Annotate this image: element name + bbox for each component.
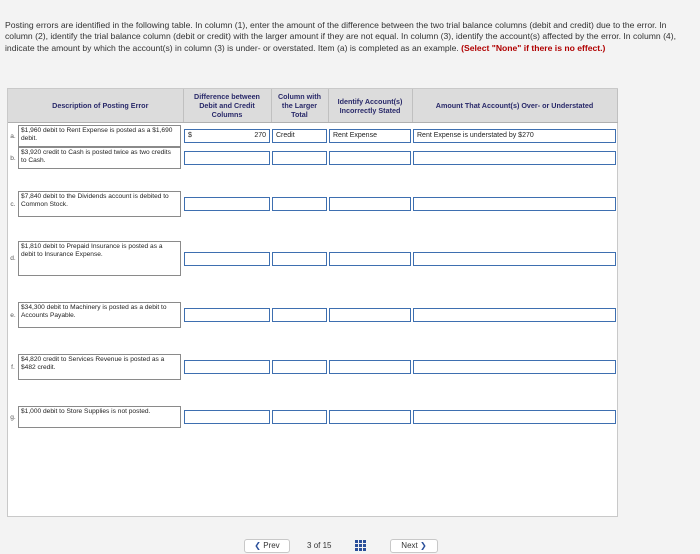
row-difference-cell: [183, 125, 271, 147]
row-larger-cell: [271, 147, 328, 169]
larger-column-select[interactable]: [272, 360, 327, 374]
header-letter: [8, 89, 18, 123]
chevron-right-icon: ❯: [419, 541, 427, 550]
row-spacer: [8, 276, 617, 302]
row-effect-cell: [412, 125, 617, 147]
account-select[interactable]: [329, 410, 411, 424]
page-current: 3: [307, 541, 312, 550]
header-larger-column: Column with the Larger Total: [271, 89, 328, 123]
header-amount: Amount That Account(s) Over- or Understated: [412, 89, 617, 123]
difference-input[interactable]: [184, 308, 270, 322]
row-description-cell: [18, 302, 183, 328]
page-of: of: [313, 541, 321, 550]
row-letter: g.: [10, 413, 16, 421]
row-account-cell: [328, 354, 412, 380]
difference-input[interactable]: [184, 252, 270, 266]
row-difference-cell: [183, 241, 271, 276]
row-larger-cell: [271, 406, 328, 428]
posting-errors-table: [7, 88, 618, 517]
row-letter: c.: [10, 200, 16, 208]
table-row: [8, 125, 617, 147]
row-spacer: [8, 328, 617, 354]
row-description-cell: [18, 125, 183, 147]
row-description: $34,300 debit to Machinery is posted as a debit to Accounts Payable.: [18, 302, 181, 328]
pagination-bar: [244, 539, 639, 553]
row-account-cell: [328, 125, 412, 147]
row-account-cell: [328, 241, 412, 276]
currency-symbol: $: [188, 132, 192, 139]
page-total: 15: [322, 541, 332, 550]
row-effect-cell: [412, 354, 617, 380]
row-account-cell: [328, 191, 412, 217]
account-select[interactable]: [329, 360, 411, 374]
row-difference-cell: [183, 302, 271, 328]
effect-select[interactable]: Rent Expense is understated by $270: [413, 129, 616, 143]
difference-input[interactable]: [184, 129, 270, 143]
row-description: $4,820 credit to Services Revenue is posted as a $482 credit.: [18, 354, 181, 380]
difference-input[interactable]: [184, 360, 270, 374]
account-select[interactable]: [329, 308, 411, 322]
instructions-body: Posting errors are identified in the following table. In column (1), enter the amount of the difference between the two trial balance columns (debit and credit) due to the error. In column (2), identify the trial balance column (debit or credit) with the larger amount if they are not equal. In column (3), identify the account(s) affected by the error. In column (4), indicate the amount by which the account(s) in column (3) is under- or overstated. Item (a) is completed as an example.: [5, 20, 676, 53]
instructions-text: [5, 20, 695, 54]
row-spacer: [8, 380, 617, 406]
table-row: [8, 147, 617, 169]
row-letter: b.: [10, 154, 16, 162]
row-letter: a.: [10, 132, 16, 140]
effect-select[interactable]: [413, 360, 616, 374]
next-button[interactable]: [390, 539, 438, 553]
row-spacer: [8, 217, 617, 241]
row-effect-cell: [412, 406, 617, 428]
account-select[interactable]: [329, 197, 411, 211]
row-larger-cell: [271, 125, 328, 147]
row-description-cell: [18, 147, 183, 169]
difference-input[interactable]: [184, 151, 270, 165]
table-header-row: [8, 89, 617, 123]
account-select[interactable]: [329, 252, 411, 266]
header-accounts: Identify Account(s) Incorrectly Stated: [328, 89, 412, 123]
header-difference: Difference between Debit and Credit Columns: [183, 89, 271, 123]
row-letter: e.: [10, 311, 16, 319]
row-description-cell: [18, 406, 183, 428]
row-account-cell: [328, 302, 412, 328]
row-account-cell: [328, 406, 412, 428]
row-difference-cell: [183, 406, 271, 428]
table-row: [8, 354, 617, 380]
row-spacer: [8, 169, 617, 191]
row-account-cell: [328, 147, 412, 169]
table-row: [8, 406, 617, 428]
row-description: $1,960 debit to Rent Expense is posted as a $1,690 debit.: [18, 125, 181, 147]
larger-column-select[interactable]: Credit: [272, 129, 327, 143]
effect-select[interactable]: [413, 308, 616, 322]
larger-column-select[interactable]: [272, 252, 327, 266]
row-larger-cell: [271, 354, 328, 380]
row-difference-cell: [183, 147, 271, 169]
grid-icon[interactable]: [355, 540, 366, 551]
larger-column-select[interactable]: [272, 308, 327, 322]
row-effect-cell: [412, 302, 617, 328]
row-letter: f.: [11, 363, 15, 371]
row-larger-cell: [271, 302, 328, 328]
effect-select[interactable]: [413, 197, 616, 211]
prev-button[interactable]: [244, 539, 290, 553]
table-row: [8, 241, 617, 276]
table-row: [8, 191, 617, 217]
difference-input[interactable]: [184, 197, 270, 211]
chevron-left-icon: ❮: [254, 541, 261, 550]
instructions-emphasis: (Select "None" if there is no effect.): [461, 42, 606, 53]
row-larger-cell: [271, 191, 328, 217]
difference-input[interactable]: [184, 410, 270, 424]
row-effect-cell: [412, 147, 617, 169]
effect-select[interactable]: [413, 151, 616, 165]
account-select[interactable]: [329, 151, 411, 165]
next-label: Next: [401, 541, 418, 550]
larger-column-select[interactable]: [272, 151, 327, 165]
row-description: $7,840 debit to the Dividends account is debited to Common Stock.: [18, 191, 181, 217]
prev-label: Prev: [263, 541, 280, 550]
account-select[interactable]: Rent Expense: [329, 129, 411, 143]
effect-select[interactable]: [413, 252, 616, 266]
row-difference-cell: [183, 354, 271, 380]
row-description: $3,920 credit to Cash is posted twice as two credits to Cash.: [18, 147, 181, 169]
header-description: Description of Posting Error: [18, 89, 183, 123]
row-description-cell: [18, 241, 183, 276]
row-effect-cell: [412, 191, 617, 217]
page-indicator: [307, 541, 332, 550]
larger-column-select[interactable]: [272, 410, 327, 424]
row-letter: d.: [10, 255, 16, 262]
row-effect-cell: [412, 241, 617, 276]
effect-select[interactable]: [413, 410, 616, 424]
row-description-cell: [18, 191, 183, 217]
larger-column-select[interactable]: [272, 197, 327, 211]
row-larger-cell: [271, 241, 328, 276]
row-description: $1,000 debit to Store Supplies is not posted.: [18, 406, 181, 428]
row-description: $1,810 debit to Prepaid Insurance is posted as a debit to Insurance Expense.: [18, 241, 181, 276]
row-difference-cell: [183, 191, 271, 217]
table-row: [8, 302, 617, 328]
row-description-cell: [18, 354, 183, 380]
difference-value: 270: [254, 132, 266, 139]
